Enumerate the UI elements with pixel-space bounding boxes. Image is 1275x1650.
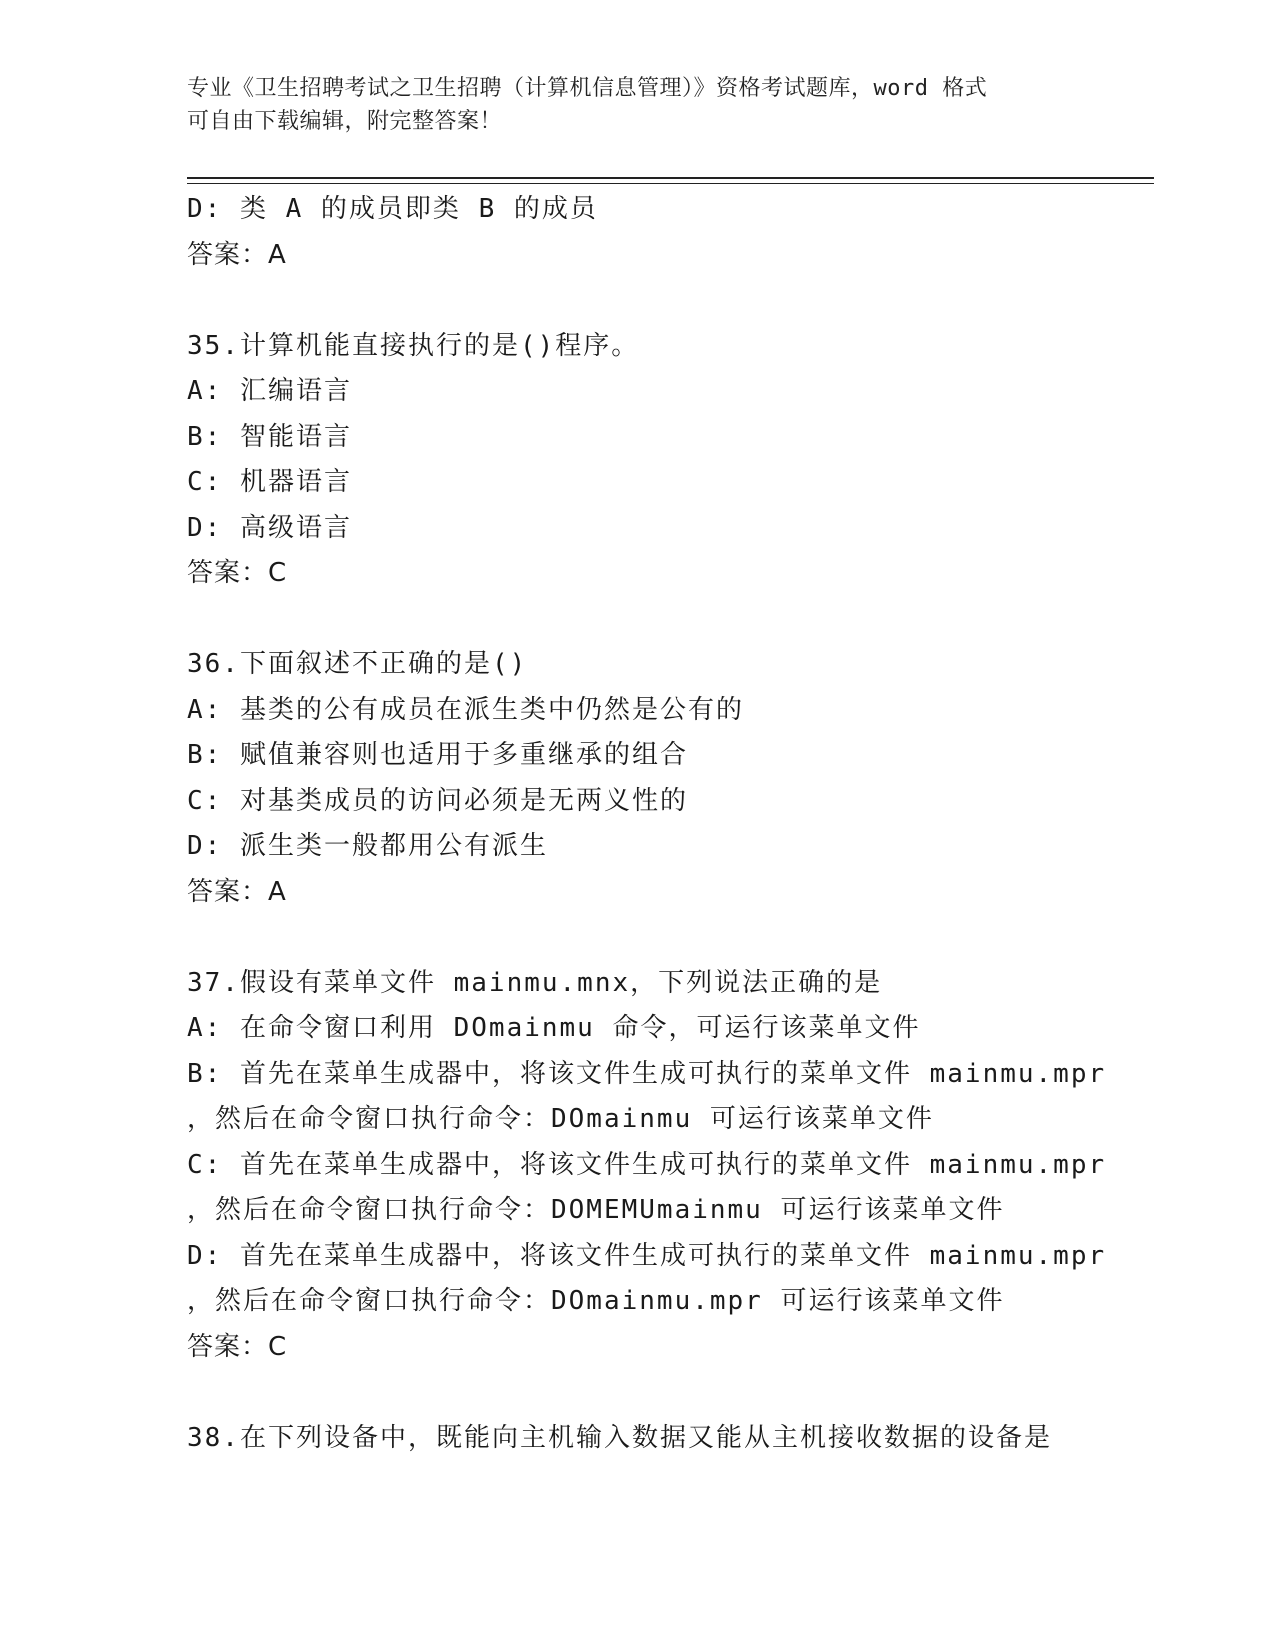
question-list <box>187 187 1127 1461</box>
question-stem: 37.假设有菜单文件 mainmu.mnx，下列说法正确的是 <box>187 967 883 998</box>
question-37 <box>187 961 1127 1371</box>
prev-option-d: D: 类 A 的成员即类 B 的成员 <box>187 194 598 224</box>
option-d: D: 首先在菜单生成器中，将该文件生成可执行的菜单文件 mainmu.mpr <box>187 1240 1107 1271</box>
option-a: A: 基类的公有成员在派生类中仍然是公有的 <box>187 694 744 725</box>
option-a: A: 汇编语言 <box>187 376 352 406</box>
option-d: D: 高级语言 <box>187 512 352 543</box>
spacer <box>187 1370 1127 1416</box>
answer: 答案：C <box>187 1331 288 1362</box>
option-c: C: 机器语言 <box>187 467 352 497</box>
option-b: B: 首先在菜单生成器中，将该文件生成可执行的菜单文件 mainmu.mpr <box>187 1058 1107 1089</box>
spacer <box>187 915 1127 961</box>
spacer <box>187 278 1127 324</box>
question-stem: 38.在下列设备中，既能向主机输入数据又能从主机接收数据的设备是 <box>187 1422 1052 1453</box>
document-header <box>187 72 1087 138</box>
answer: 答案：C <box>187 558 288 588</box>
header-divider-thin <box>187 183 1154 184</box>
prev-answer: 答案：A <box>187 239 287 270</box>
header-divider-thick <box>187 177 1154 179</box>
option-b-continued: ，然后在命令窗口执行命令：DOmainmu 可运行该菜单文件 <box>187 1104 934 1134</box>
header-line-2: 可自由下载编辑，附完整答案！ <box>187 109 503 134</box>
option-c: C: 首先在菜单生成器中，将该文件生成可执行的菜单文件 mainmu.mpr <box>187 1149 1107 1180</box>
option-b: B: 赋值兼容则也适用于多重继承的组合 <box>187 740 688 770</box>
option-c: C: 对基类成员的访问必须是无两义性的 <box>187 785 688 816</box>
question-35 <box>187 324 1127 597</box>
question-stem: 35.计算机能直接执行的是()程序。 <box>187 330 640 361</box>
question-36 <box>187 642 1127 915</box>
question-stem: 36.下面叙述不正确的是() <box>187 649 528 679</box>
option-d-continued: ，然后在命令窗口执行命令：DOmainmu.mpr 可运行该菜单文件 <box>187 1286 1005 1316</box>
question-38 <box>187 1416 1127 1462</box>
option-a: A: 在命令窗口利用 DOmainmu 命令，可运行该菜单文件 <box>187 1013 921 1043</box>
option-b: B: 智能语言 <box>187 421 352 452</box>
header-line-1: 专业《卫生招聘考试之卫生招聘（计算机信息管理）》资格考试题库，word 格式 <box>187 76 988 101</box>
option-c-continued: ，然后在命令窗口执行命令：DOMEMUmainmu 可运行该菜单文件 <box>187 1195 1005 1225</box>
spacer <box>187 597 1127 643</box>
option-d: D: 派生类一般都用公有派生 <box>187 831 548 861</box>
answer: 答案：A <box>187 876 287 907</box>
